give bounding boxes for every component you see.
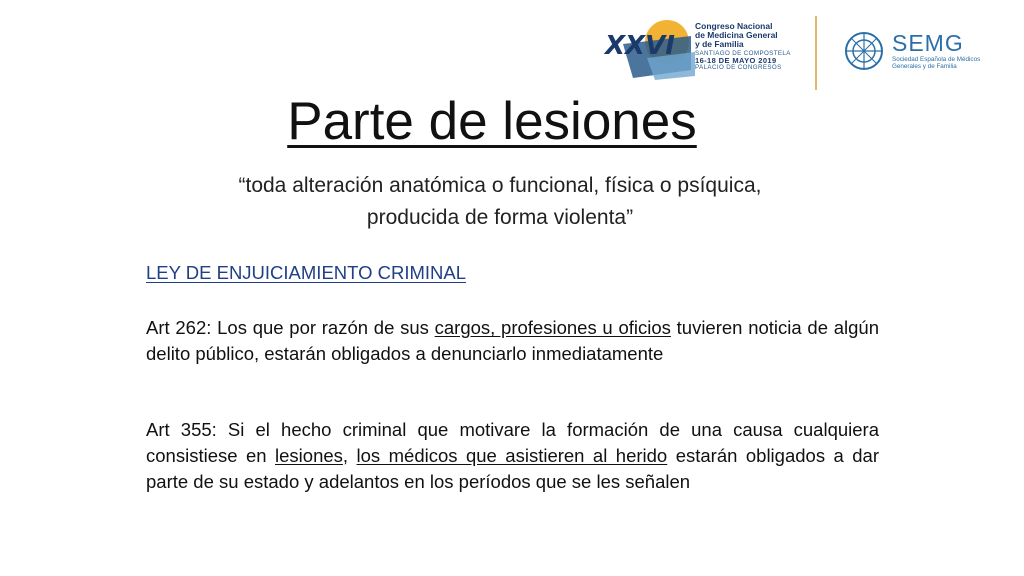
law-heading: LEY DE ENJUICIAMIENTO CRIMINAL (146, 262, 467, 283)
congress-city: SANTIAGO DE COMPOSTELA (695, 49, 791, 57)
logo-divider (815, 16, 817, 90)
congress-numeral: XXVI (605, 31, 675, 61)
congress-emblem-icon (603, 18, 698, 84)
semg-subtitle-line2: Generales y de Familia (892, 63, 957, 71)
article-355-emphasis-medicos: los médicos que asistieren al herido (356, 445, 668, 466)
definition-quote (160, 170, 840, 234)
congress-text (695, 22, 805, 72)
quote-line2: producida de forma violenta” (366, 206, 634, 229)
quote-line1: “toda alteración anatómica o funcional, física o psíquica, (238, 174, 762, 197)
article-355 (146, 417, 879, 495)
congress-line1: Congreso Nacional (695, 21, 773, 31)
congress-logo (603, 18, 798, 84)
article-262 (146, 315, 879, 367)
congress-line3: y de Familia (695, 38, 744, 49)
semg-subtitle (892, 56, 982, 70)
semg-logo (842, 30, 981, 72)
article-262-emphasis: cargos, profesiones u oficios (434, 317, 671, 338)
congress-line2: de Medicina General (695, 29, 778, 40)
article-355-emphasis-lesiones: lesiones (275, 445, 343, 466)
page-title: Parte de lesiones (287, 92, 697, 151)
semg-acronym: SEMG (892, 30, 964, 56)
article-355-mid: , (342, 445, 357, 466)
semg-subtitle-line1: Sociedad Española de Médicos (892, 56, 981, 63)
article-262-pre: Art 262: Los que por razón de sus (146, 317, 435, 338)
article-262-post: tuvieren noticia de algún delito público, estarán obligados a denunciarlo inmediatamente (146, 317, 879, 364)
congress-dates: 16-18 DE MAYO 2019 (695, 56, 777, 66)
article-355-pre: Art 355: Si el hecho criminal que motivare la formación de una causa cualquiera consistiese en (146, 419, 879, 466)
congress-venue: PALACIO DE CONGRESOS (695, 64, 782, 72)
semg-emblem-icon (842, 30, 886, 72)
article-355-post: estarán obligados a dar parte de su estado y adelantos en los períodos que se les señalen (146, 445, 880, 492)
